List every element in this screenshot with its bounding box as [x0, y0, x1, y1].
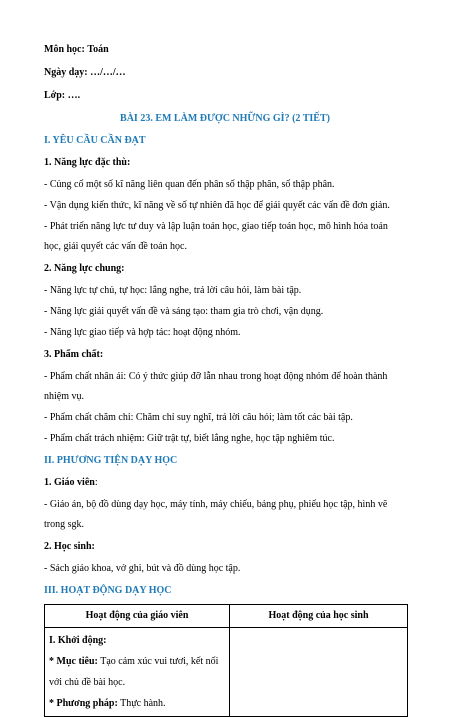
list-item: - Năng lực tự chủ, tự học: lắng nghe, trả lời câu hỏi, làm bài tập. — [44, 285, 302, 296]
method-label: * Phương pháp: — [49, 698, 118, 709]
class-line — [44, 84, 406, 107]
student-heading: 2. Học sinh: — [44, 541, 95, 552]
subject-label: Môn học: — [44, 44, 85, 55]
list-item: - Vận dụng kiến thức, kĩ năng về số tự nhiên đã học để giải quyết các vấn đề đơn giản. — [44, 200, 390, 211]
goal-line — [49, 651, 225, 693]
column-header-student: Hoạt động của học sinh — [230, 605, 408, 628]
section-3-heading: III. HOẠT ĐỘNG DẠY HỌC — [44, 585, 172, 596]
activity-table — [44, 604, 408, 717]
subject-line — [44, 38, 406, 61]
table-row — [45, 628, 408, 717]
teacher-heading-line — [44, 472, 406, 494]
list-item: - Phát triển năng lực tư duy và lập luận toán học, giao tiếp toán học, mô hình hóa toán học, giải quyết các vấn đề toán học. — [44, 221, 388, 252]
teacher-heading: 1. Giáo viên — [44, 477, 95, 488]
goal-text: Tạo cảm xúc vui tươi, kết nối với chủ đề bài học. — [49, 656, 219, 688]
list-item: - Sách giáo khoa, vở ghi, bút và đồ dùng học tập. — [44, 563, 241, 574]
teacher-cell — [45, 628, 230, 717]
table-header-row — [45, 605, 408, 628]
goal-label: * Mục tiêu: — [49, 656, 98, 667]
section-1-heading: I. YÊU CẦU CẦN ĐẠT — [44, 135, 146, 146]
subsection-1-3-heading: 3. Phẩm chất: — [44, 349, 104, 360]
list-item: - Củng cố một số kĩ năng liên quan đến phân số thập phân, số thập phân. — [44, 179, 335, 190]
date-value: …/…/… — [90, 67, 126, 78]
teacher-heading-colon: : — [94, 477, 98, 488]
section-2-heading: II. PHƯƠNG TIỆN DẠY HỌC — [44, 455, 178, 466]
list-item: - Phẩm chất chăm chỉ: Chăm chỉ suy nghĩ, trả lời câu hỏi; làm tốt các bài tập. — [44, 412, 353, 423]
method-text: Thực hành. — [117, 698, 166, 709]
method-line — [49, 693, 225, 714]
date-line — [44, 61, 406, 84]
list-item: - Năng lực giao tiếp và hợp tác: hoạt động nhóm. — [44, 327, 241, 338]
list-item: - Phẩm chất nhân ái: Có ý thức giúp đỡ lẫn nhau trong hoạt động nhóm để hoàn thành nhiệm vụ. — [44, 371, 388, 402]
list-item: - Phẩm chất trách nhiệm: Giữ trật tự, biết lắng nghe, học tập nghiêm túc. — [44, 433, 335, 444]
activity-title: I. Khởi động: — [49, 635, 107, 646]
class-label: Lớp: — [44, 90, 66, 101]
list-item: - Năng lực giải quyết vấn đề và sáng tạo: tham gia trò chơi, vận dụng. — [44, 306, 324, 317]
list-item: - Giáo án, bộ đồ dùng dạy học, máy tính, máy chiếu, bảng phụ, phiếu học tập, hình vẽ trong sgk. — [44, 499, 388, 530]
subsection-1-1-heading: 1. Năng lực đặc thù: — [44, 157, 131, 168]
student-cell — [230, 628, 408, 717]
class-value: …. — [67, 90, 81, 101]
subject-value: Toán — [87, 44, 109, 55]
column-header-teacher: Hoạt động của giáo viên — [45, 605, 230, 628]
date-label: Ngày dạy: — [44, 67, 88, 78]
subsection-1-2-heading: 2. Năng lực chung: — [44, 263, 125, 274]
lesson-title: BÀI 23. EM LÀM ĐƯỢC NHỮNG GÌ? (2 TIẾT) — [120, 113, 330, 124]
